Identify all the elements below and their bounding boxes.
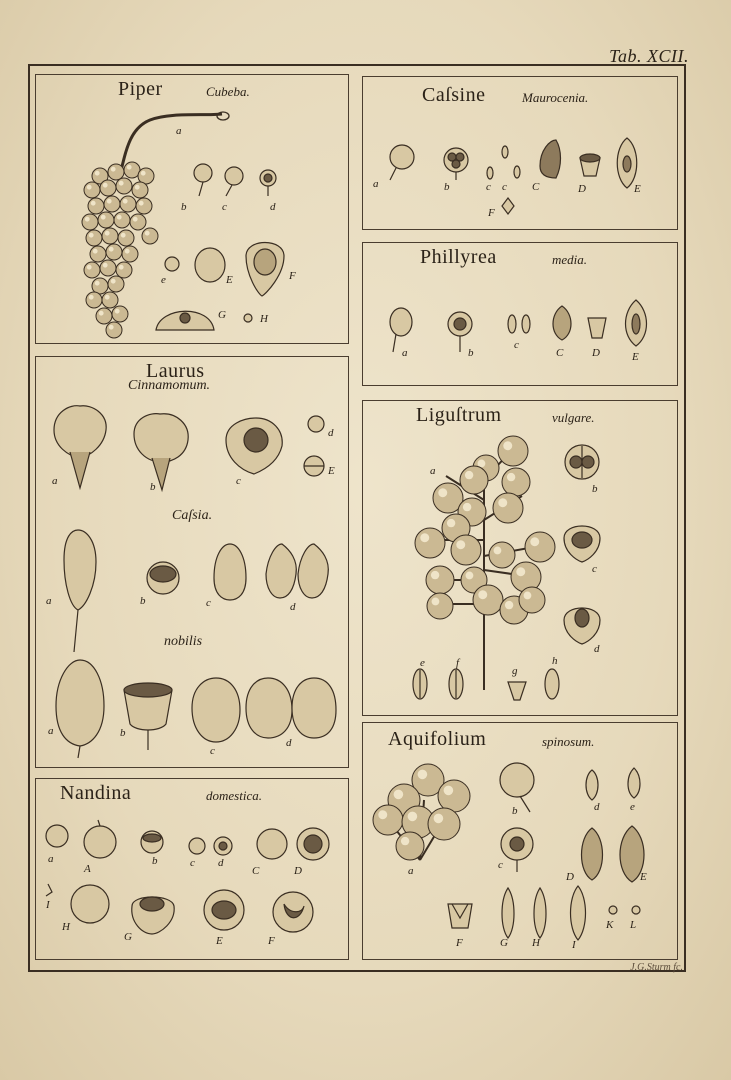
svg-text:H: H	[532, 937, 540, 949]
svg-text:c: c	[236, 475, 241, 487]
svg-text:d: d	[594, 643, 600, 655]
svg-text:D: D	[294, 865, 302, 877]
aquifolium-genus: Aquifolium	[388, 728, 487, 750]
cassia-subtitle: Caſsia.	[172, 508, 213, 523]
svg-text:c: c	[206, 597, 211, 609]
svg-text:G: G	[500, 937, 508, 949]
svg-text:H: H	[260, 313, 268, 325]
svg-text:b: b	[152, 855, 158, 867]
svg-text:G: G	[218, 309, 226, 321]
svg-text:b: b	[150, 481, 156, 493]
svg-text:C: C	[556, 347, 564, 359]
svg-text:E: E	[216, 935, 223, 947]
svg-text:F: F	[488, 207, 495, 219]
svg-text:a: a	[46, 595, 52, 607]
holly-berry	[438, 780, 470, 812]
svg-text:D: D	[578, 183, 586, 195]
svg-text:b: b	[512, 805, 518, 817]
svg-text:f: f	[456, 657, 460, 669]
svg-text:c: c	[222, 201, 227, 213]
holly-berry	[396, 832, 424, 860]
svg-text:A: A	[84, 863, 91, 875]
svg-text:I: I	[46, 899, 50, 911]
svg-text:C: C	[532, 181, 540, 193]
svg-text:a: a	[408, 865, 414, 877]
svg-text:c: c	[486, 181, 491, 193]
svg-text:b: b	[444, 181, 450, 193]
engraver-signature: J.G.Sturm fc.	[630, 962, 683, 973]
laurus-species: Cinnamomum.	[128, 378, 211, 393]
svg-text:E: E	[328, 465, 335, 477]
svg-text:d: d	[594, 801, 600, 813]
cassine-genus: Caſsine	[422, 84, 486, 106]
svg-text:e: e	[420, 657, 425, 669]
svg-text:E: E	[632, 351, 639, 363]
svg-text:a: a	[402, 347, 408, 359]
svg-text:I: I	[572, 939, 576, 951]
svg-text:d: d	[218, 857, 224, 869]
svg-text:a: a	[52, 475, 58, 487]
svg-text:E: E	[634, 183, 641, 195]
svg-text:D: D	[592, 347, 600, 359]
svg-text:d: d	[290, 601, 296, 613]
svg-text:d: d	[286, 737, 292, 749]
svg-text:c: c	[592, 563, 597, 575]
svg-text:E: E	[226, 274, 233, 286]
cassine-species: Maurocenia.	[522, 90, 589, 105]
svg-text:c: c	[514, 339, 519, 351]
svg-text:b: b	[592, 483, 598, 495]
phillyrea-species: media.	[552, 252, 588, 267]
svg-text:a: a	[48, 725, 54, 737]
svg-text:d: d	[328, 427, 334, 439]
svg-text:d: d	[270, 201, 276, 213]
svg-text:E: E	[640, 871, 647, 883]
svg-text:c: c	[210, 745, 215, 757]
laurus-genus: Laurus	[146, 360, 205, 382]
svg-text:c: c	[498, 859, 503, 871]
svg-text:D: D	[566, 871, 574, 883]
svg-text:a: a	[176, 125, 182, 137]
nandina-species: domestica.	[206, 788, 262, 803]
ligustrum-genus: Liguſtrum	[416, 404, 502, 426]
nandina-genus: Nandina	[60, 782, 132, 804]
svg-text:G: G	[124, 931, 132, 943]
svg-text:a: a	[48, 853, 54, 865]
svg-text:b: b	[181, 201, 187, 213]
svg-text:K: K	[606, 919, 614, 931]
svg-text:c: c	[190, 857, 195, 869]
svg-text:L: L	[630, 919, 637, 931]
svg-text:b: b	[140, 595, 146, 607]
svg-text:e: e	[161, 274, 166, 286]
svg-text:g: g	[512, 665, 518, 677]
svg-text:H: H	[62, 921, 70, 933]
svg-text:c: c	[502, 181, 507, 193]
plate-number: Tab. XCII.	[609, 46, 689, 66]
holly-berry	[373, 805, 403, 835]
svg-text:b: b	[120, 727, 126, 739]
nobilis-subtitle: nobilis	[164, 634, 203, 649]
svg-text:h: h	[552, 655, 558, 667]
holly-berry	[428, 808, 460, 840]
svg-text:F: F	[289, 270, 296, 282]
svg-text:a: a	[430, 465, 436, 477]
svg-text:F: F	[456, 937, 463, 949]
phillyrea-genus: Phillyrea	[420, 246, 497, 268]
aquifolium-species: spinosum.	[542, 734, 595, 749]
svg-text:e: e	[630, 801, 635, 813]
piper-genus: Piper	[118, 78, 163, 100]
piper-species: Cubeba.	[206, 84, 250, 99]
svg-text:b: b	[468, 347, 474, 359]
svg-text:a: a	[373, 178, 379, 190]
svg-text:F: F	[268, 935, 275, 947]
svg-text:C: C	[252, 865, 260, 877]
ligustrum-species: vulgare.	[552, 410, 595, 425]
